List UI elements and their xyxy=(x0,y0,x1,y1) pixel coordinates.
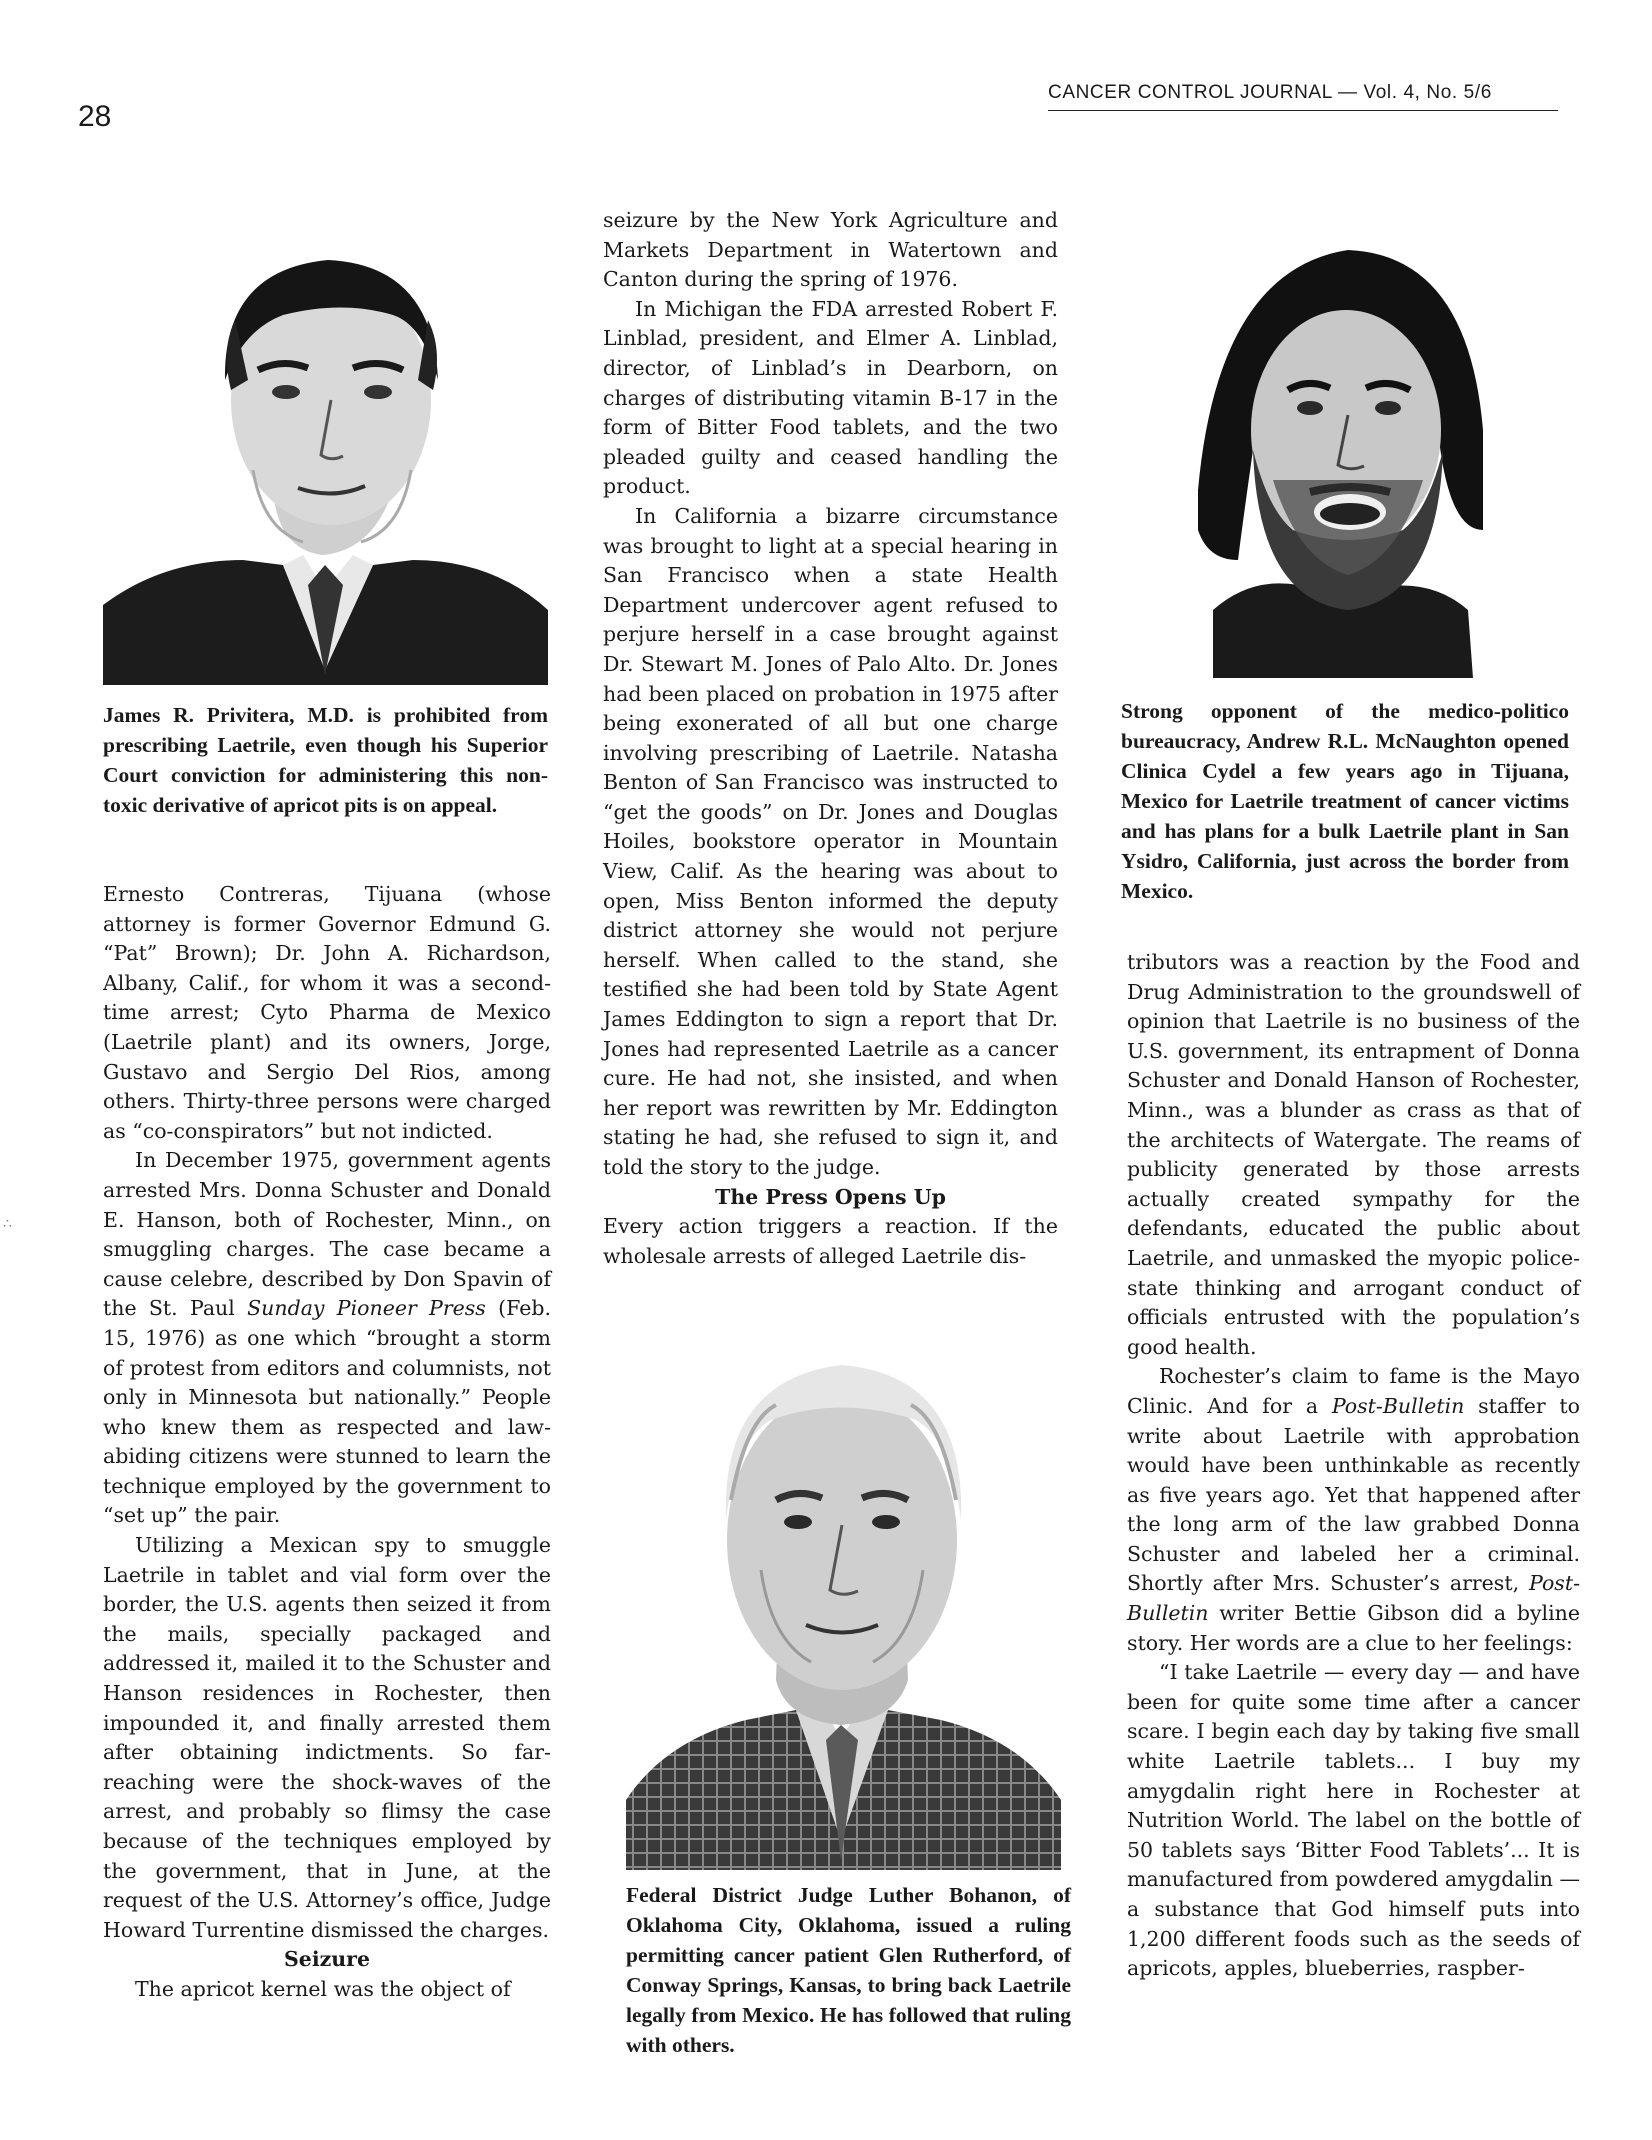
journal-header: CANCER CONTROL JOURNAL — Vol. 4, No. 5/6 xyxy=(1048,82,1492,103)
paragraph: “I take Laetrile — every day — and have been for quite some time after a cancer scare. I begin each day by taking five small white Laetrile tablets... I buy my amygdalin right here in Rochester at Nutrition World. The label on the bottle of 50 tablets says ‘Bitter Food Tablets’... It is manufactured from powdered amygdalin — a substance that God himself puts into 1,200 different foods such as the seeds of apricots, apples, blueberries, raspber- xyxy=(1127,1660,1580,1981)
header-rule xyxy=(1048,110,1558,111)
subhead-press-opens-up: The Press Opens Up xyxy=(715,1184,946,1209)
column-2 xyxy=(603,206,1058,1271)
portrait-mcnaughton xyxy=(1198,230,1483,678)
page-number: 28 xyxy=(78,100,112,133)
caption-mcnaughton: Strong opponent of the medico-politico bureaucracy, Andrew R.L. McNaughton opened Clinica Cydel a few years ago in Tijuana, Mexico for Laetrile treatment of cancer victims and has plans for a bulk Laetrile plant in San Ysidro, California, just across the border from Mexico. xyxy=(1121,699,1569,903)
paragraph: Utilizing a Mexican spy to smuggle Laetrile in tablet and vial form over the border, the U.S. agents then seized it from the mails, specially packaged and addressed it, mailed it to the Schuster and Hanson residences in Rochester, then impounded it, and finally arrested them after obtaining indictments. So far-reaching were the shock-waves of the arrest, and probably so flimsy the case because of the techniques employed by the government, that in June, at the request of the U.S. Attorney’s office, Judge Howard Turrentine dismissed the charges. xyxy=(103,1533,551,1942)
paragraph: tributors was a reaction by the Food and Drug Administration to the groundswell of opinion that Laetrile is no business of the U.S. government, its entrapment of Donna Schuster and Donald Hanson of Rochester, Minn., was a blunder as crass as that of the architects of Watergate. The reams of publicity generated by those arrests actually created sympathy for the defendants, educated the public about Laetrile, and unmasked the myopic police-state thinking and arrogant conduct of officials entrusted with the population’s good health. xyxy=(1127,950,1580,1359)
paragraph: Rochester’s claim to fame is the Mayo Clinic. And for a Post-Bulletin staffer to write about Laetrile with approbation would have been unthinkable as recently as five years ago. Yet that happened after the long arm of the law grabbed Donna Schuster and labeled her a criminal. Shortly after Mrs. Schuster’s arrest, Post-Bulletin writer Bettie Gibson did a byline story. Her words are a clue to her feelings: xyxy=(1127,1364,1581,1655)
subhead-seizure: Seizure xyxy=(283,1947,371,1972)
paragraph: The apricot kernel was the object of xyxy=(135,1976,511,2001)
scan-mark: ∴ xyxy=(3,1216,12,1232)
paragraph: In December 1975, government agents arrested Mrs. Donna Schuster and Donald E. Hanson, both of Rochester, Minn., on smuggling charges. The case became a cause celebre, described by Don Spavin of the St. Paul Sunday Pioneer Press (Feb. 15, 1976) as one which “brought a storm of protest from editors and columnists, not only in Minnesota but nationally.” People who knew them as respected and law-abiding citizens were stunned to learn the technique employed by the government to “set up” the pair. xyxy=(103,1148,551,1528)
paragraph: seizure by the New York Agriculture and Markets Department in Watertown and Canton during the spring of 1976. xyxy=(603,208,1058,292)
portrait-privitera xyxy=(103,230,548,685)
paragraph: In California a bizarre circumstance was brought to light at a special hearing in San Francisco when a state Health Department undercover agent refused to perjure herself in a case brought against Dr. Stewart M. Jones of Palo Alto. Dr. Jones had been placed on probation in 1975 after being exonerated of all but one charge involving prescribing of Laetrile. Natasha Benton of San Francisco was instructed to “get the goods” on Dr. Jones and Douglas Hoiles, bookstore operator in Mountain View, Calif. As the hearing was about to open, Miss Benton informed the deputy district attorney she would not perjure herself. When called to the stand, she testified she had been told by State Agent James Eddington to sign a report that Dr. Jones had represented Laetrile as a cancer cure. He had not, she insisted, and when her report was rewritten by Mr. Eddington stating he had, she refused to sign it, and told the story to the judge. xyxy=(603,503,1058,1179)
caption-privitera: James R. Privitera, M.D. is prohibited from prescribing Laetrile, even though his Superior Court conviction for administering this non-toxic derivative of apricot pits is on appeal. xyxy=(103,703,548,817)
caption-bohanon: Federal District Judge Luther Bohanon, of Oklahoma City, Oklahoma, issued a ruling permitting cancer patient Glen Rutherford, of Conway Springs, Kansas, to bring back Laetrile legally from Mexico. He has followed that ruling with others. xyxy=(626,1883,1071,2057)
paragraph: In Michigan the FDA arrested Robert F. Linblad, president, and Elmer A. Linblad, director, of Linblad’s in Dearborn, on charges of distributing vitamin B-17 in the form of Bitter Food tablets, and the two pleaded guilty and ceased handling the product. xyxy=(603,296,1058,499)
column-3 xyxy=(1127,948,1580,1984)
column-1 xyxy=(103,880,551,2005)
portrait-bohanon xyxy=(626,1300,1061,1870)
paragraph: Ernesto Contreras, Tijuana (whose attorney is former Governor Edmund G. “Pat” Brown); Dr. John A. Richardson, Albany, Calif., for whom it was a second-time arrest; Cyto Pharma de Mexico (Laetrile plant) and its owners, Jorge, Gustavo and Sergio Del Rios, among others. Thirty-three persons were charged as “co-conspirators” but not indicted. xyxy=(103,882,551,1143)
paragraph: Every action triggers a reaction. If the wholesale arrests of alleged Laetrile dis- xyxy=(603,1214,1058,1268)
